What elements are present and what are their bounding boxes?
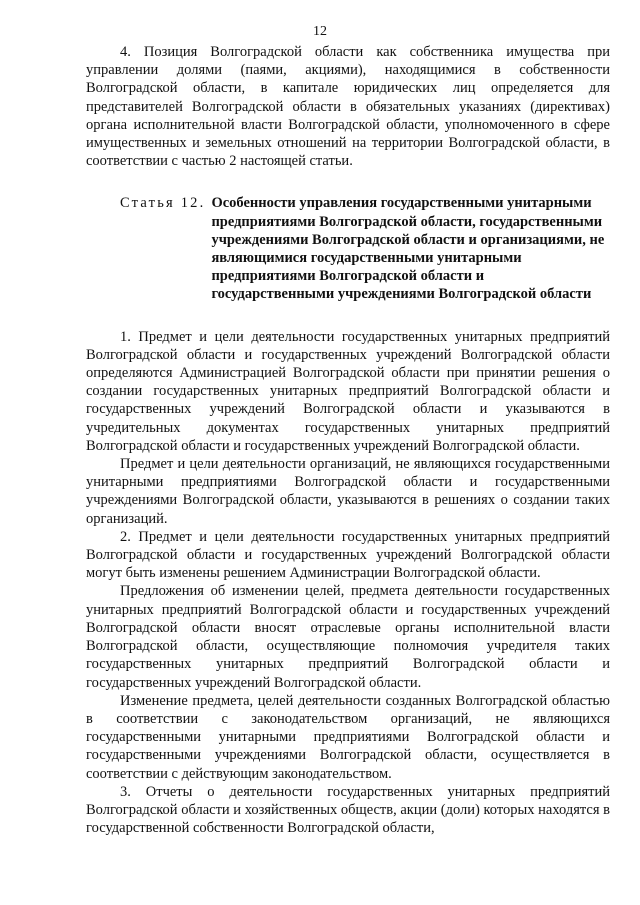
paragraph: Изменение предмета, целей деятельности созданных Волгоградской областью в соответствии с законодательством организаций, не являющихся государственными унитарными предприятиями Волгоградской области и государственными учреждениями Волгоградской области, осуществляется в соответствии с действующим законодательством. xyxy=(86,692,610,782)
paragraph-3: 3. Отчеты о деятельности государственных унитарных предприятий Волгоградской области и хозяйственных обществ, акции (доли) которых находятся в государственной собственности Волгоградской области, xyxy=(86,783,610,837)
article-title: Особенности управления государственными унитарными предприятиями Волгоградской области, государственными учреждениями Волгоградской области и организациями, не являющимися государственными унитарными предприятиями Волгоградской области и государственными учреждениями Волгоградской области xyxy=(211,195,605,303)
paragraph: Предложения об изменении целей, предмета деятельности государственных унитарных предприятий Волгоградской области и государственных учреждений Волгоградской области вносят отраслевые органы исполнительной власти Волгоградской области, осуществляющие полномочия учредителя таких государственных унитарных предприятий Волгоградской области и государственных учреждений Волгоградской области. xyxy=(86,583,610,691)
paragraph-2: 2. Предмет и цели деятельности государственных унитарных предприятий Волгоградской области и государственных учреждений Волгоградской области могут быть изменены решением Администрации Волгоградской области. xyxy=(86,528,610,582)
document-body xyxy=(86,43,610,837)
article-label: Статья 12. xyxy=(120,195,206,212)
page-number: 12 xyxy=(313,24,327,39)
paragraph: Предмет и цели деятельности организаций, не являющихся государственными унитарными предприятиями Волгоградской области и государственными учреждениями Волгоградской области, указываются в решениях о создании таких организаций. xyxy=(86,456,610,527)
paragraph-4: 4. Позиция Волгоградской области как собственника имущества при управлении долями (паями, акциями), находящимися в собственности Волгоградской области, в капитале юридических лиц определяется для представителей Волгоградской области в обязательных указаниях (директивах) органа исполнительной власти Волгоградской области, уполномоченного в сфере имущественных и земельных отношений на территории Волгоградской области, в соответствии с частью 2 настоящей статьи. xyxy=(86,44,610,170)
paragraph-1: 1. Предмет и цели деятельности государственных унитарных предприятий Волгоградской области и государственных учреждений Волгоградской области определяются Администрацией Волгоградской области при принятии решения о создании государственных унитарных предприятий Волгоградской области и государственных учреждений Волгоградской области и указываются в учредительных документах государственных унитарных предприятий Волгоградской области и государственных учреждений Волгоградской области. xyxy=(86,328,610,454)
article-heading xyxy=(120,194,610,303)
